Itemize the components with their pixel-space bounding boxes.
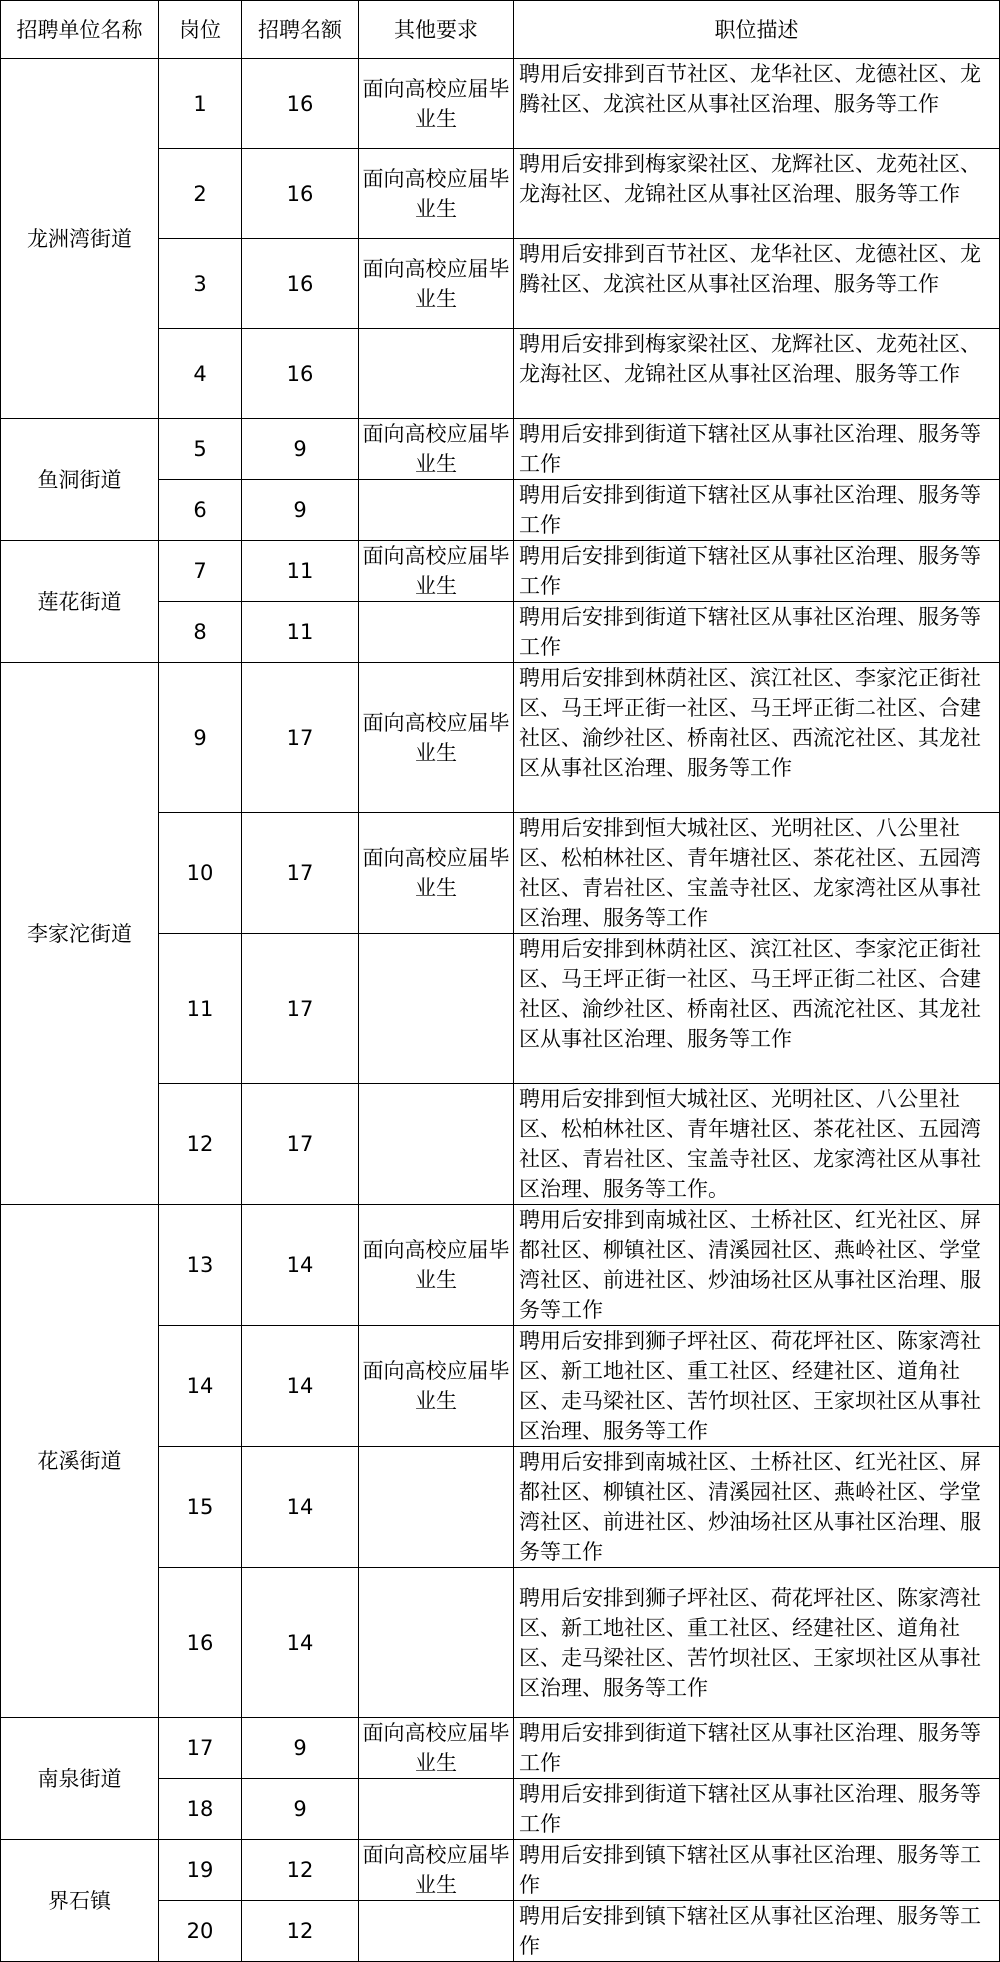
post-number: 5 — [159, 419, 242, 480]
quota-count: 14 — [242, 1447, 359, 1568]
unit-name: 花溪街道 — [1, 1205, 159, 1718]
post-number: 17 — [159, 1718, 242, 1779]
quota-count: 16 — [242, 59, 359, 149]
other-requirement: 面向高校应届毕业生 — [359, 149, 514, 239]
table-row — [1, 1718, 1000, 1779]
other-requirement: 面向高校应届毕业生 — [359, 663, 514, 813]
header-other: 其他要求 — [359, 1, 514, 59]
other-requirement: 面向高校应届毕业生 — [359, 419, 514, 480]
post-number: 3 — [159, 239, 242, 329]
quota-count: 9 — [242, 1718, 359, 1779]
other-requirement: 面向高校应届毕业生 — [359, 59, 514, 149]
job-description: 聘用后安排到狮子坪社区、荷花坪社区、陈家湾社区、新工地社区、重工社区、经建社区、道角社区、走马梁社区、苦竹坝社区、王家坝社区从事社区治理、服务等工作 — [514, 1326, 1000, 1447]
post-number: 4 — [159, 329, 242, 419]
job-description: 聘用后安排到街道下辖社区从事社区治理、服务等工作 — [514, 419, 1000, 480]
header-row — [1, 1, 1000, 59]
quota-count: 17 — [242, 934, 359, 1084]
other-requirement — [359, 329, 514, 419]
job-description: 聘用后安排到林荫社区、滨江社区、李家沱正街社区、马王坪正街一社区、马王坪正街二社区、合建社区、渝纱社区、桥南社区、西流沱社区、其龙社区从事社区治理、服务等工作 — [514, 934, 1000, 1084]
post-number: 1 — [159, 59, 242, 149]
quota-count: 14 — [242, 1326, 359, 1447]
other-requirement — [359, 602, 514, 663]
unit-name: 李家沱街道 — [1, 663, 159, 1205]
job-description: 聘用后安排到街道下辖社区从事社区治理、服务等工作 — [514, 480, 1000, 541]
job-description: 聘用后安排到梅家梁社区、龙辉社区、龙苑社区、龙海社区、龙锦社区从事社区治理、服务等工作 — [514, 329, 1000, 419]
header-desc: 职位描述 — [514, 1, 1000, 59]
quota-count: 9 — [242, 1779, 359, 1840]
job-description: 聘用后安排到街道下辖社区从事社区治理、服务等工作 — [514, 1779, 1000, 1840]
other-requirement: 面向高校应届毕业生 — [359, 1840, 514, 1901]
job-description: 聘用后安排到南城社区、土桥社区、红光社区、屏都社区、柳镇社区、清溪园社区、燕岭社区、学堂湾社区、前进社区、炒油场社区从事社区治理、服务等工作 — [514, 1205, 1000, 1326]
quota-count: 17 — [242, 663, 359, 813]
quota-count: 16 — [242, 149, 359, 239]
quota-count: 14 — [242, 1205, 359, 1326]
quota-count: 9 — [242, 419, 359, 480]
table-row — [1, 1840, 1000, 1901]
table-row — [1, 1205, 1000, 1326]
other-requirement: 面向高校应届毕业生 — [359, 1326, 514, 1447]
job-description: 聘用后安排到百节社区、龙华社区、龙德社区、龙腾社区、龙滨社区从事社区治理、服务等工作 — [514, 239, 1000, 329]
post-number: 18 — [159, 1779, 242, 1840]
post-number: 7 — [159, 541, 242, 602]
other-requirement — [359, 1568, 514, 1718]
other-requirement: 面向高校应届毕业生 — [359, 813, 514, 934]
unit-name: 南泉街道 — [1, 1718, 159, 1840]
unit-name: 界石镇 — [1, 1840, 159, 1962]
job-description: 聘用后安排到林荫社区、滨江社区、李家沱正街社区、马王坪正街一社区、马王坪正街二社区、合建社区、渝纱社区、桥南社区、西流沱社区、其龙社区从事社区治理、服务等工作 — [514, 663, 1000, 813]
post-number: 20 — [159, 1901, 242, 1962]
quota-count: 9 — [242, 480, 359, 541]
job-description: 聘用后安排到镇下辖社区从事社区治理、服务等工作 — [514, 1901, 1000, 1962]
other-requirement — [359, 1447, 514, 1568]
other-requirement — [359, 1779, 514, 1840]
job-description: 聘用后安排到街道下辖社区从事社区治理、服务等工作 — [514, 602, 1000, 663]
job-description: 聘用后安排到百节社区、龙华社区、龙德社区、龙腾社区、龙滨社区从事社区治理、服务等工作 — [514, 59, 1000, 149]
job-description: 聘用后安排到南城社区、土桥社区、红光社区、屏都社区、柳镇社区、清溪园社区、燕岭社区、学堂湾社区、前进社区、炒油场社区从事社区治理、服务等工作 — [514, 1447, 1000, 1568]
job-description: 聘用后安排到恒大城社区、光明社区、八公里社区、松柏林社区、青年塘社区、茶花社区、五园湾社区、青岩社区、宝盖寺社区、龙家湾社区从事社区治理、服务等工作 — [514, 813, 1000, 934]
header-quota: 招聘名额 — [242, 1, 359, 59]
post-number: 13 — [159, 1205, 242, 1326]
job-description: 聘用后安排到恒大城社区、光明社区、八公里社区、松柏林社区、青年塘社区、茶花社区、五园湾社区、青岩社区、宝盖寺社区、龙家湾社区从事社区治理、服务等工作。 — [514, 1084, 1000, 1205]
job-description: 聘用后安排到街道下辖社区从事社区治理、服务等工作 — [514, 1718, 1000, 1779]
post-number: 9 — [159, 663, 242, 813]
unit-name: 莲花街道 — [1, 541, 159, 663]
post-number: 11 — [159, 934, 242, 1084]
job-description: 聘用后安排到狮子坪社区、荷花坪社区、陈家湾社区、新工地社区、重工社区、经建社区、道角社区、走马梁社区、苦竹坝社区、王家坝社区从事社区治理、服务等工作 — [514, 1568, 1000, 1718]
job-description: 聘用后安排到梅家梁社区、龙辉社区、龙苑社区、龙海社区、龙锦社区从事社区治理、服务等工作 — [514, 149, 1000, 239]
post-number: 16 — [159, 1568, 242, 1718]
header-unit: 招聘单位名称 — [1, 1, 159, 59]
other-requirement — [359, 934, 514, 1084]
unit-name: 龙洲湾街道 — [1, 59, 159, 419]
other-requirement — [359, 480, 514, 541]
post-number: 12 — [159, 1084, 242, 1205]
table-row — [1, 663, 1000, 813]
post-number: 10 — [159, 813, 242, 934]
other-requirement: 面向高校应届毕业生 — [359, 1718, 514, 1779]
post-number: 6 — [159, 480, 242, 541]
quota-count: 11 — [242, 541, 359, 602]
post-number: 19 — [159, 1840, 242, 1901]
job-description: 聘用后安排到街道下辖社区从事社区治理、服务等工作 — [514, 541, 1000, 602]
quota-count: 16 — [242, 239, 359, 329]
post-number: 8 — [159, 602, 242, 663]
other-requirement: 面向高校应届毕业生 — [359, 239, 514, 329]
quota-count: 11 — [242, 602, 359, 663]
quota-count: 12 — [242, 1840, 359, 1901]
other-requirement: 面向高校应届毕业生 — [359, 541, 514, 602]
table-row — [1, 59, 1000, 149]
other-requirement: 面向高校应届毕业生 — [359, 1205, 514, 1326]
unit-name: 鱼洞街道 — [1, 419, 159, 541]
quota-count: 14 — [242, 1568, 359, 1718]
table-row — [1, 541, 1000, 602]
header-post: 岗位 — [159, 1, 242, 59]
quota-count: 17 — [242, 813, 359, 934]
post-number: 15 — [159, 1447, 242, 1568]
other-requirement — [359, 1084, 514, 1205]
table-row — [1, 419, 1000, 480]
quota-count: 16 — [242, 329, 359, 419]
post-number: 14 — [159, 1326, 242, 1447]
other-requirement — [359, 1901, 514, 1962]
post-number: 2 — [159, 149, 242, 239]
quota-count: 12 — [242, 1901, 359, 1962]
job-description: 聘用后安排到镇下辖社区从事社区治理、服务等工作 — [514, 1840, 1000, 1901]
quota-count: 17 — [242, 1084, 359, 1205]
